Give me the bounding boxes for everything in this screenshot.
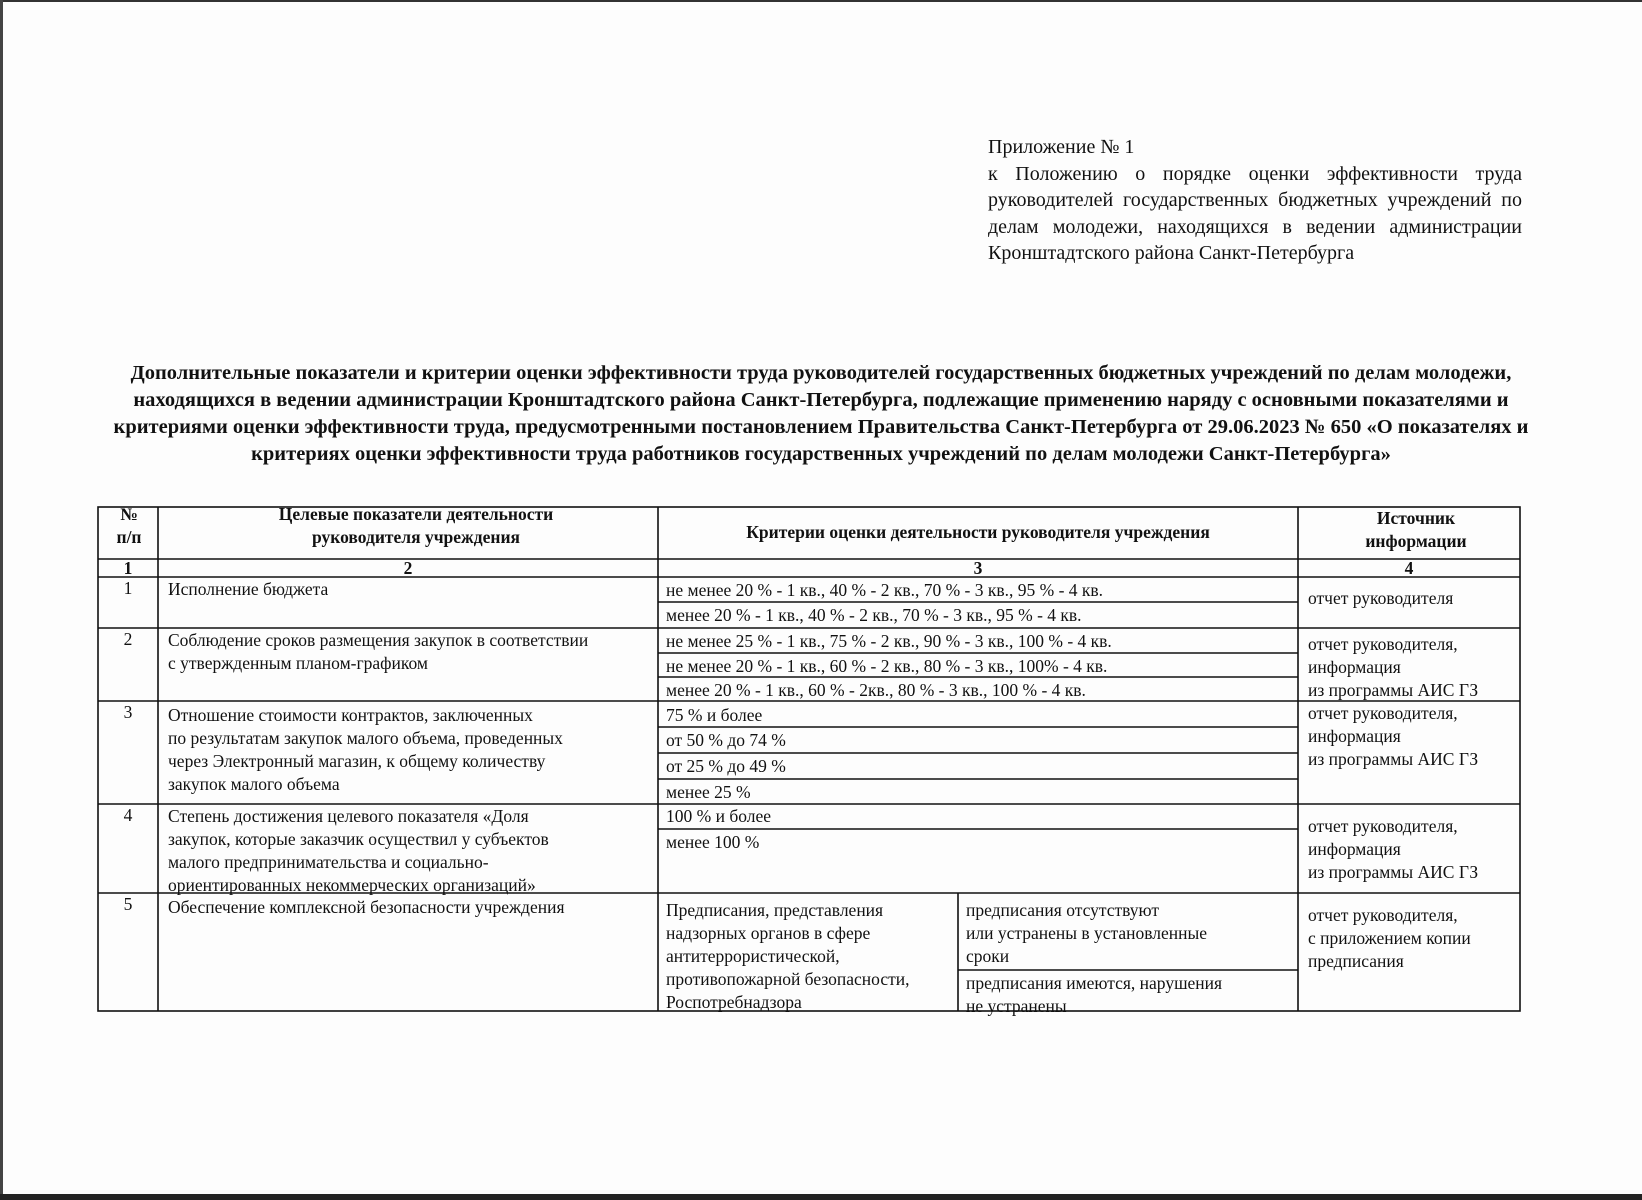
row-5-sub-indicator-line-2: надзорных органов в сфере: [666, 923, 871, 943]
row-5-criterion-2-line-1: предписания имеются, нарушения: [966, 973, 1223, 993]
header-indicator: Целевые показатели деятельности руководителя учреждения: [278, 504, 554, 547]
row-3-indicator-line-3: через Электронный магазин, к общему количеству: [168, 751, 546, 771]
row-5-sub-indicator-line-4: противопожарной безопасности,: [666, 969, 910, 989]
row-4-source-line-1: отчет руководителя,: [1308, 816, 1458, 836]
row-1-num: 1: [123, 578, 133, 598]
row-3-criterion-3: от 25 % до 49 %: [666, 756, 786, 776]
row-5-criterion-1-line-1: предписания отсутствуют: [966, 900, 1160, 920]
row-4-criterion-2: менее 100 %: [666, 832, 760, 852]
document-title: Дополнительные показатели и критерии оценки эффективности труда руководителей государственных бюджетных учреждений по делам молодежи, находящихся в ведении администрации Кронштадтского района Санкт-Петербурга, подлежащие применению наряду с основными показателями и критериями оценки эффективности труда, предусмотренными постановлением Правительства Санкт-Петербурга от 29.06.2023 № 650 «О показателях и критериях оценки эффективности труда работников государственных учреждений по делам молодежи Санкт-Петербурга»: [113, 362, 1529, 465]
appendix-block: [988, 134, 1522, 267]
row-3-criterion-2: от 50 % до 74 %: [666, 730, 786, 750]
row-4-source-line-2: информация: [1308, 839, 1401, 859]
row-2-criterion-2: не менее 20 % - 1 кв., 60 % - 2 кв., 80 % - 3 кв., 100% - 4 кв.: [666, 656, 1108, 676]
row-4-criterion-1: 100 % и более: [666, 806, 772, 826]
row-3-criterion-1: 75 % и более: [666, 705, 763, 725]
col-number-4: 4: [1404, 558, 1414, 578]
row-5-source-line-3: предписания: [1308, 951, 1404, 971]
row-2-source-line-2: информация: [1308, 657, 1401, 677]
row-3-num: 3: [123, 702, 133, 722]
row-5-sub-indicator-line-3: антитеррористической,: [666, 946, 840, 966]
row-3-indicator-line-4: закупок малого объема: [168, 774, 340, 794]
row-2-indicator-line-2: с утвержденным планом-графиком: [168, 653, 428, 673]
row-1-indicator: Исполнение бюджета: [168, 579, 329, 599]
row-4-indicator-line-3: малого предпринимательства и социально-: [168, 852, 489, 872]
row-4-indicator-line-2: закупок, которые заказчик осуществил у субъектов: [168, 829, 549, 849]
row-5-indicator: Обеспечение комплексной безопасности учреждения: [168, 897, 565, 917]
row-3-indicator-line-2: по результатам закупок малого объема, проведенных: [168, 728, 563, 748]
row-5-num: 5: [123, 894, 133, 914]
scan-edge-left: [0, 0, 3, 1200]
row-5-sub-indicator-line-1: Предписания, представления: [666, 900, 884, 920]
header-source: Источник информации: [1365, 508, 1467, 551]
row-2-indicator-line-1: Соблюдение сроков размещения закупок в соответствии: [168, 630, 589, 650]
scan-edge-bottom: [0, 1194, 1642, 1200]
row-5-criterion-1-line-3: сроки: [966, 946, 1010, 966]
row-5-source-line-1: отчет руководителя,: [1308, 905, 1458, 925]
row-5-sub-indicator-line-5: Роспотребнадзора: [666, 992, 802, 1012]
row-2-source-line-1: отчет руководителя,: [1308, 634, 1458, 654]
header-criteria: Критерии оценки деятельности руководителя учреждения: [746, 522, 1210, 542]
row-4-num: 4: [123, 805, 133, 825]
row-3-source-line-1: отчет руководителя,: [1308, 703, 1458, 723]
row-5-source-line-2: с приложением копии: [1308, 928, 1471, 948]
row-4-indicator-line-1: Степень достижения целевого показателя «Доля: [168, 806, 529, 826]
row-4-source-line-3: из программы АИС ГЗ: [1308, 862, 1479, 882]
scan-edge-top: [0, 0, 1642, 2]
row-2-criterion-1: не менее 25 % - 1 кв., 75 % - 2 кв., 90 % - 3 кв., 100 % - 4 кв.: [666, 631, 1112, 651]
row-2-criterion-3: менее 20 % - 1 кв., 60 % - 2кв., 80 % - 3 кв., 100 % - 4 кв.: [666, 680, 1086, 700]
row-1-source: отчет руководителя: [1308, 588, 1454, 608]
row-2-source-line-3: из программы АИС ГЗ: [1308, 680, 1479, 700]
row-2-num: 2: [123, 629, 133, 649]
row-5-criterion-2-line-2: не устранены: [966, 996, 1067, 1016]
row-4-indicator-line-4: ориентированных некоммерческих организаций»: [168, 875, 536, 895]
col-number-3: 3: [973, 558, 983, 578]
criteria-table: [96, 505, 1522, 1025]
appendix-number: Приложение № 1: [988, 136, 1135, 158]
header-num: № п/п: [116, 504, 142, 547]
col-number-1: 1: [123, 558, 133, 578]
col-number-2: 2: [403, 558, 413, 578]
row-1-criterion-2: менее 20 % - 1 кв., 40 % - 2 кв., 70 % - 3 кв., 95 % - 4 кв.: [666, 605, 1082, 625]
row-3-indicator-line-1: Отношение стоимости контрактов, заключенных: [168, 705, 533, 725]
row-3-criterion-4: менее 25 %: [666, 782, 751, 802]
appendix-text: к Положению о порядке оценки эффективности труда руководителей государственных бюджетных учреждений по делам молодежи, находящихся в ведении администрации Кронштадтского района Санкт-Петербурга: [988, 162, 1522, 264]
row-1-criterion-1: не менее 20 % - 1 кв., 40 % - 2 кв., 70 % - 3 кв., 95 % - 4 кв.: [666, 580, 1104, 600]
row-3-source-line-3: из программы АИС ГЗ: [1308, 749, 1479, 769]
row-3-source-line-2: информация: [1308, 726, 1401, 746]
row-5-criterion-1-line-2: или устранены в установленные: [966, 923, 1208, 943]
